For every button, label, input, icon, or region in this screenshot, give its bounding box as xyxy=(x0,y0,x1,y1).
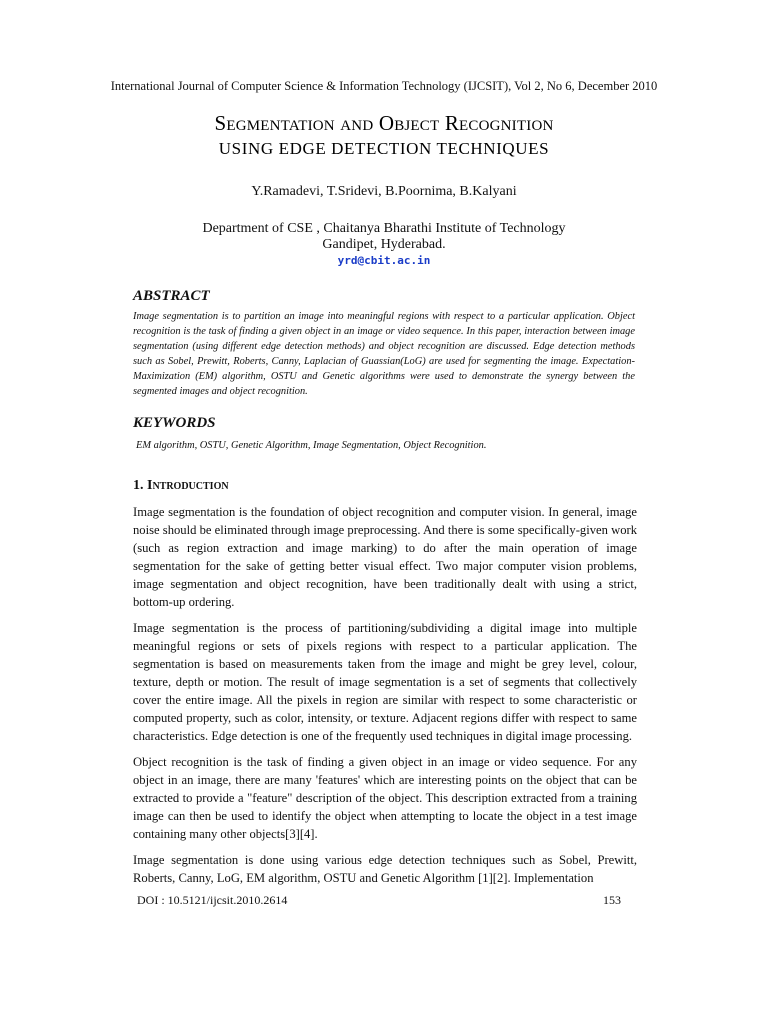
affiliation xyxy=(0,221,768,253)
journal-header: International Journal of Computer Science & Information Technology (IJCSIT), Vol 2, No 6, December 2010 xyxy=(110,79,658,93)
title-line-2: USING EDGE DETECTION TECHNIQUES xyxy=(218,139,550,158)
keywords-heading: KEYWORDS xyxy=(133,415,216,431)
keywords-text: EM algorithm, OSTU, Genetic Algorithm, Image Segmentation, Object Recognition. xyxy=(136,440,487,451)
section-heading-introduction xyxy=(133,478,229,494)
section-title: Introduction xyxy=(147,478,229,493)
paragraph: Image segmentation is the process of partitioning/subdividing a digital image into multiple meaningful regions or sets of pixels regions with respect to a particular application. The segmentation is based on measurements taken from the image and might be grey level, colour, texture, depth or motion. The result of image segmentation is a set of segments that collectively cover the entire image. All the pixels in region are similar with respect to some characteristic or computed property, such as color, intensity, or texture. Adjacent regions differ with respect to same characteristics. Edge detection is one of the frequently used techniques in digital image processing. xyxy=(133,621,637,743)
doi-footer: DOI : 10.5121/ijcsit.2010.2614 xyxy=(137,893,288,907)
paper-title xyxy=(0,110,768,162)
section-number: 1. xyxy=(133,478,144,493)
paragraph: Object recognition is the task of finding a given object in an image or video sequence. For any object in an image, there are many 'features' which are interesting points on the object that can be extracted to provide a "feature" description of the object. This description extracted from a training image can then be used to identify the object when attempting to locate the object in a test image containing many other objects[3][4]. xyxy=(133,755,637,841)
affiliation-location: Gandipet, Hyderabad. xyxy=(322,237,446,252)
title-line-1: Segmentation and Object Recognition xyxy=(214,111,554,135)
paragraph: Image segmentation is done using various edge detection techniques such as Sobel, Prewitt, Roberts, Canny, LoG, EM algorithm, OSTU and Genetic Algorithm [1][2]. Implementation xyxy=(133,853,637,885)
affiliation-department: Department of CSE , Chaitanya Bharathi Institute of Technology xyxy=(202,221,566,236)
introduction-body xyxy=(133,503,637,895)
abstract-heading: ABSTRACT xyxy=(133,288,210,304)
paragraph: Image segmentation is the foundation of object recognition and computer vision. In general, image noise should be eliminated through image preprocessing. And there is some specifically-given work (such as region extraction and image marking) to do after the main operation of image segmentation for the sake of getting better visual effect. Two major computer vision problems, image segmentation and object recognition, have been traditionally dealt with using a strict, bottom-up ordering. xyxy=(133,505,637,609)
author-email-link[interactable]: yrd@cbit.ac.in xyxy=(337,254,431,267)
page-number: 153 xyxy=(603,893,621,907)
abstract-text: Image segmentation is to partition an image into meaningful regions with respect to a particular application. Object recognition is the task of finding a given object in an image or video sequence. In this paper, interaction between image segmentation (using different edge detection methods) and object recognition are discussed. Edge detection methods such as Sobel, Prewitt, Roberts, Canny, Laplacian of Guassian(LoG) are used for segmenting the image. Expectation-Maximization (EM) algorithm, OSTU and Genetic algorithms were used to demonstrate the synergy between the segmented images and object recognition. xyxy=(133,311,635,397)
authors: Y.Ramadevi, T.Sridevi, B.Poornima, B.Kalyani xyxy=(251,184,517,199)
